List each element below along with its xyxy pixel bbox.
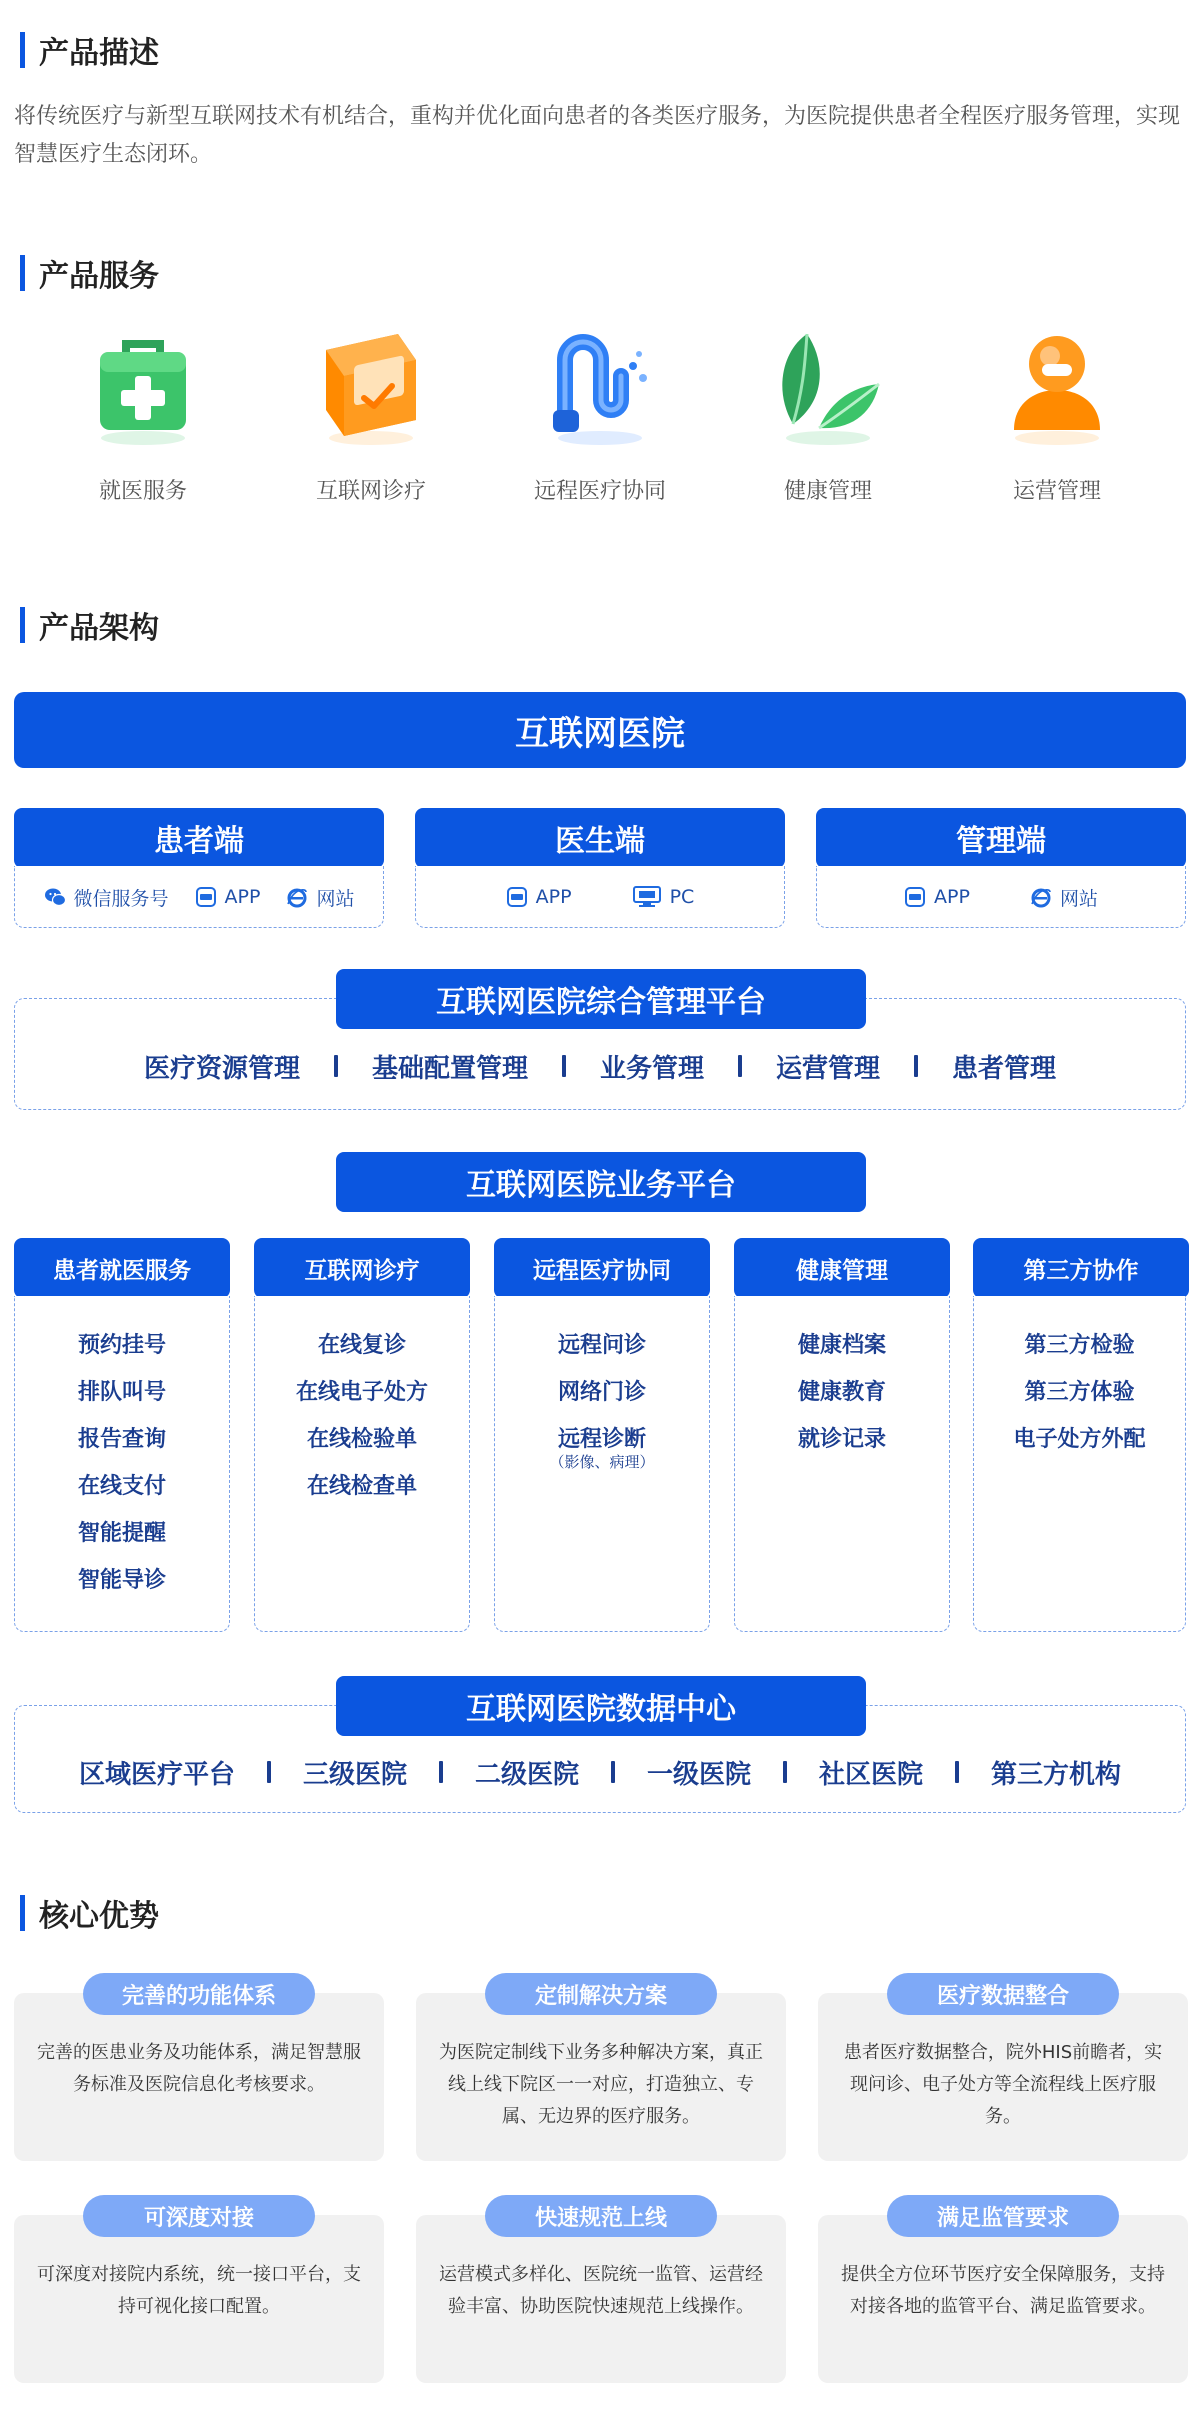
service-label: 就医服务 xyxy=(98,479,187,504)
service-label: 运营管理 xyxy=(1012,479,1101,504)
advantage-card xyxy=(14,1983,384,2161)
advantage-card xyxy=(416,1983,786,2161)
business-item[interactable]: 排队叫号 xyxy=(77,1380,166,1405)
user-icon xyxy=(992,320,1122,450)
business-item[interactable]: 远程问诊 xyxy=(557,1333,646,1358)
advantage-text: 可深度对接院内系统，统一接口平台，支持可视化接口配置。 xyxy=(37,2264,361,2317)
advantage-card xyxy=(818,2205,1188,2383)
client-title-patient: 患者端 xyxy=(14,808,384,868)
business-item[interactable]: 在线支付 xyxy=(77,1474,166,1499)
advantage-text: 提供全方位环节医疗安全保障服务，支持对接各地的监管平台、满足监管要求。 xyxy=(841,2264,1165,2317)
business-item[interactable]: 在线电子处方 xyxy=(295,1380,428,1405)
data-center-module[interactable]: 第三方机构 xyxy=(991,1759,1122,1790)
leaf-icon xyxy=(763,320,893,450)
data-center-modules xyxy=(14,1746,1186,1798)
client-title-doctor: 医生端 xyxy=(415,808,785,868)
service-label: 互联网诊疗 xyxy=(315,479,426,504)
data-center-module[interactable]: 三级医院 xyxy=(302,1759,407,1790)
business-title: 互联网医院业务平台 xyxy=(336,1152,866,1212)
wechat-icon xyxy=(44,886,66,908)
description-text: 将传统医疗与新型互联网技术有机结合，重构并优化面向患者的各类医疗服务，为医院提供患者全程医疗服务管理，实现智慧医疗生态闭环。 xyxy=(14,104,1181,167)
remote-link-icon xyxy=(535,320,665,450)
app-icon xyxy=(195,886,217,908)
business-item[interactable]: 在线检验单 xyxy=(306,1427,417,1452)
ie-icon xyxy=(286,886,308,908)
business-item[interactable]: 第三方体验 xyxy=(1024,1380,1135,1405)
business-col-title: 健康管理 xyxy=(734,1238,950,1298)
section-title-description: 产品描述 xyxy=(20,30,159,70)
business-item[interactable]: 预约挂号 xyxy=(77,1333,166,1358)
data-center-module[interactable]: 二级医院 xyxy=(474,1759,579,1790)
advantage-title: 医疗数据整合 xyxy=(887,1973,1119,2015)
business-item[interactable]: 健康档案 xyxy=(797,1333,886,1358)
data-center-module[interactable]: 社区医院 xyxy=(819,1759,924,1790)
client-item[interactable]: APP xyxy=(195,886,261,908)
medical-kit-icon xyxy=(78,320,208,450)
data-center-module[interactable]: 区域医疗平台 xyxy=(78,1759,235,1790)
section-title-architecture: 产品架构 xyxy=(20,605,159,645)
advantage-title: 定制解决方案 xyxy=(485,1973,717,2015)
platform-title: 互联网医院综合管理平台 xyxy=(336,969,866,1029)
platform-module[interactable]: 运营管理 xyxy=(776,1053,881,1084)
business-item[interactable]: 智能提醒 xyxy=(77,1521,166,1546)
service-label: 远程医疗协同 xyxy=(533,479,666,504)
app-icon xyxy=(506,886,528,908)
app-icon xyxy=(904,886,926,908)
advantage-card xyxy=(416,2205,786,2383)
section-title-services: 产品服务 xyxy=(20,253,159,293)
business-item[interactable]: 电子处方外配 xyxy=(1013,1427,1146,1452)
advantage-text: 运营模式多样化、医院统一监管、运营经验丰富、协助医院快速规范上线操作。 xyxy=(439,2264,763,2317)
service-item[interactable] xyxy=(957,320,1157,505)
section-title-advantages: 核心优势 xyxy=(20,1893,159,1933)
business-item[interactable]: 在线检查单 xyxy=(306,1474,417,1499)
service-label: 健康管理 xyxy=(783,479,872,504)
business-col-title: 互联网诊疗 xyxy=(254,1238,470,1298)
business-item[interactable]: 网络门诊 xyxy=(557,1380,646,1405)
data-center-module[interactable]: 一级医院 xyxy=(647,1759,752,1790)
advantage-title: 完善的功能体系 xyxy=(83,1973,315,2015)
service-item[interactable] xyxy=(43,320,243,505)
client-item[interactable]: 网站 xyxy=(1030,884,1098,911)
advantage-card xyxy=(14,2205,384,2383)
business-item[interactable]: 就诊记录 xyxy=(797,1427,886,1452)
client-item[interactable]: APP xyxy=(506,886,572,908)
ie-icon xyxy=(1030,886,1052,908)
platform-module[interactable]: 患者管理 xyxy=(952,1053,1057,1084)
business-item[interactable]: 在线复诊 xyxy=(317,1333,406,1358)
business-col-items xyxy=(973,1322,1186,1463)
client-item[interactable]: 网站 xyxy=(286,884,354,911)
business-item[interactable]: 报告查询 xyxy=(77,1427,166,1452)
service-item[interactable] xyxy=(271,320,471,505)
client-title-admin: 管理端 xyxy=(816,808,1186,868)
advantage-card xyxy=(818,1983,1188,2161)
platform-module[interactable]: 业务管理 xyxy=(599,1053,704,1084)
business-item[interactable]: 健康教育 xyxy=(797,1380,886,1405)
client-item[interactable]: PC xyxy=(632,886,695,908)
platform-module[interactable]: 基础配置管理 xyxy=(371,1053,528,1084)
advantage-title: 满足监管要求 xyxy=(887,2195,1119,2237)
architecture-top-banner: 互联网医院 xyxy=(14,692,1186,768)
advantage-title: 可深度对接 xyxy=(83,2195,315,2237)
platform-module[interactable]: 医疗资源管理 xyxy=(143,1053,300,1084)
services-grid xyxy=(0,320,1200,520)
business-col-items xyxy=(734,1322,950,1463)
business-item[interactable]: 远程诊断 xyxy=(557,1427,646,1452)
business-item-note: （影像、病理） xyxy=(549,1453,655,1471)
client-item[interactable]: 微信服务号 xyxy=(44,884,169,911)
client-item[interactable]: APP xyxy=(904,886,970,908)
client-items-admin xyxy=(816,866,1186,928)
business-col-title: 患者就医服务 xyxy=(14,1238,230,1298)
advantage-text: 为医院定制线下业务多种解决方案，真正线上线下院区一一对应，打造独立、专属、无边界的医疗服务。 xyxy=(439,2042,763,2127)
business-item[interactable]: 智能导诊 xyxy=(77,1568,166,1593)
screen-check-icon xyxy=(306,320,436,450)
business-col-items xyxy=(494,1322,710,1471)
business-col-title: 第三方协作 xyxy=(973,1238,1189,1298)
advantage-title: 快速规范上线 xyxy=(485,2195,717,2237)
advantage-text: 完善的医患业务及功能体系，满足智慧服务标准及医院信息化考核要求。 xyxy=(37,2042,361,2095)
client-items-patient xyxy=(14,866,384,928)
business-col-items xyxy=(254,1322,470,1510)
service-item[interactable] xyxy=(500,320,700,505)
advantage-text: 患者医疗数据整合，院外HIS前瞻者，实现问诊、电子处方等全流程线上医疗服务。 xyxy=(843,2042,1163,2127)
service-item[interactable] xyxy=(728,320,928,505)
pc-icon xyxy=(632,886,662,908)
business-item[interactable]: 第三方检验 xyxy=(1024,1333,1135,1358)
business-col-items xyxy=(14,1322,230,1604)
client-items-doctor xyxy=(415,866,785,928)
business-col-title: 远程医疗协同 xyxy=(494,1238,710,1298)
platform-modules xyxy=(14,1040,1186,1092)
data-center-title: 互联网医院数据中心 xyxy=(336,1676,866,1736)
